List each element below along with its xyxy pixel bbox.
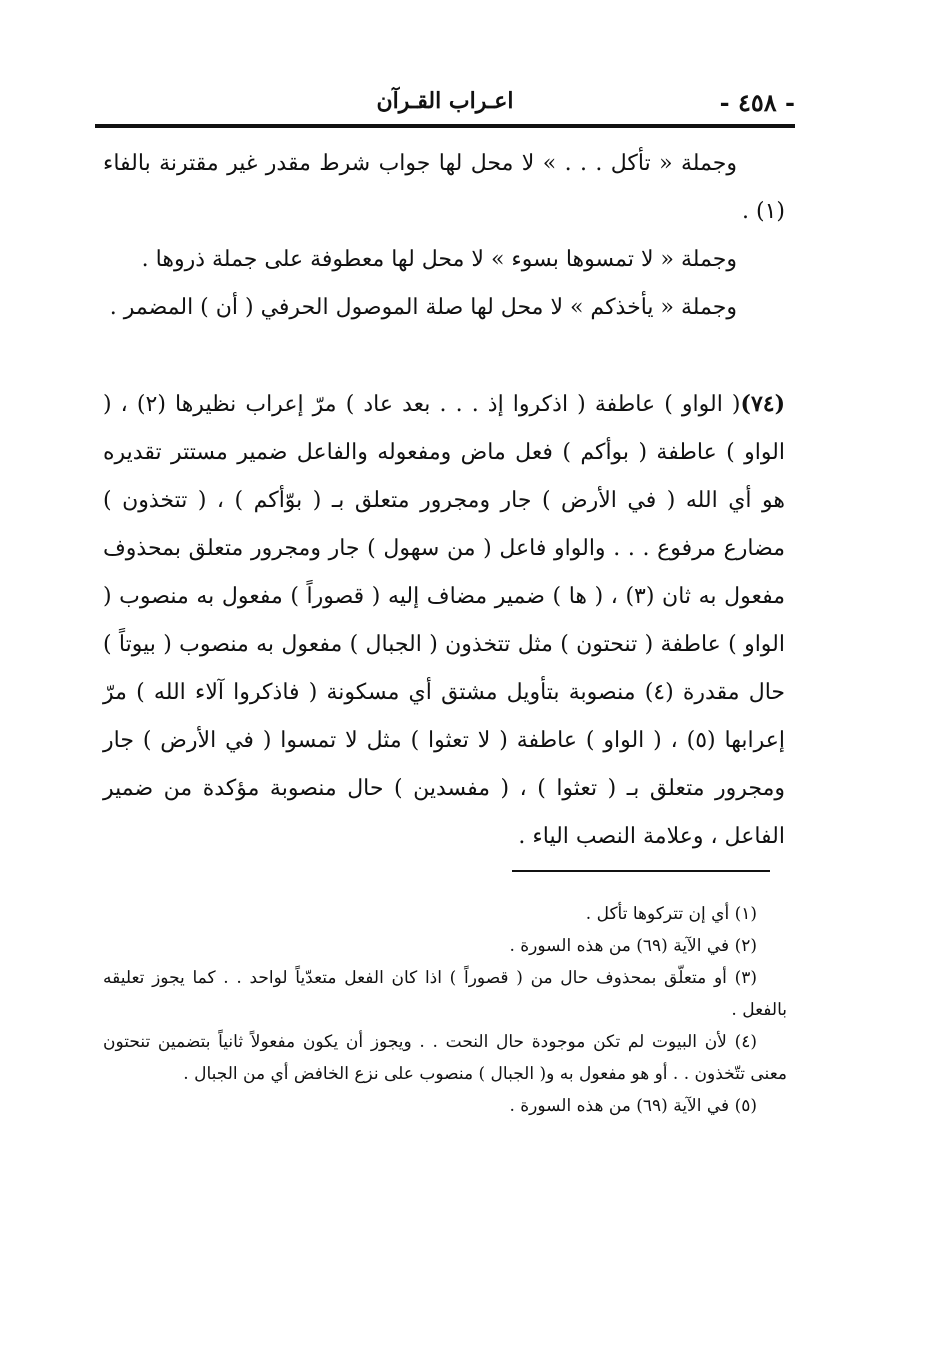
paragraph-3: وجملة « يأخذكم » لا محل لها صلة الموصول الحرفي ( أن ) المضمر .	[109, 295, 737, 320]
paragraph-1: وجملة « تأكل . . . » لا محل لها جواب شرط مقدر غير مقترنة بالفاء (١) .	[103, 151, 785, 224]
footnote-3: (٣) أو متعلّق بمحذوف حال من ( قصوراً ) اذا كان الفعل متعدّياً لواحد . . كما يجوز تعليقه بالفعل .	[103, 968, 787, 1020]
main-text	[103, 140, 785, 861]
paragraph-verse-74	[103, 380, 785, 861]
verse-number: (٧٤)	[740, 391, 785, 417]
footnote-2: (٢) في الآية (٦٩) من هذه السورة .	[509, 936, 757, 956]
header-rule	[95, 124, 795, 128]
page-header	[95, 82, 795, 122]
running-title: اعـراب القـرآن	[376, 88, 514, 114]
page-number: - ٤٥٨ -	[719, 88, 795, 117]
footnote-4: (٤) لأن البيوت لم تكن موجودة حال النحت . . ويجوز أن يكون مفعولاً ثانياً بتضمين تنحتون معنى تتّخذون . . أو هو مفعول به و( الجبال ) منصوب على نزع الخافض أي من الجبال .	[103, 1032, 787, 1084]
footnote-separator	[512, 870, 770, 872]
paragraph-4-text: ( الواو ) عاطفة ( اذكروا إذ . . . بعد عاد ) مرّ إعراب نظيرها (٢) ، ( الواو ) عاطفة ( بوأكم ) فعل ماض ومفعوله والفاعل ضمير مستتر تقديره هو أي الله ( في الأرض ) جار ومجرور متعلق بـ ( بوّأكم ) ، ( تتخذون ) مضارع مرفوع . . . والواو فاعل ( من سهول ) جار ومجرور متعلق بمحذوف مفعول به ثان (٣) ، ( ها ) ضمير مضاف إليه ( قصوراً ) مفعول به منصوب ( الواو ) عاطفة ( تنحتون ) مثل تتخذون ( الجبال ) مفعول به منصوب ( بيوتاً ) حال مقدرة (٤) منصوبة بتأويل مشتق أي مسكونة ( فاذكروا آلاء الله ) مرّ إعرابها (٥) ، ( الواو ) عاطفة ( لا تعثوا ) مثل لا تمسوا ( في الأرض ) جار ومجرور متعلق بـ ( تعثوا ) ، ( مفسدين ) حال منصوبة مؤكدة من ضمير الفاعل ، وعلامة النصب الياء .	[103, 392, 786, 849]
footnotes	[103, 898, 787, 1122]
footnote-1: (١) أي إن تتركوها تأكل .	[585, 904, 757, 924]
paragraph-2: وجملة « لا تمسوها بسوء » لا محل لها معطوفة على جملة ذروها .	[141, 247, 737, 272]
footnote-5: (٥) في الآية (٦٩) من هذه السورة .	[509, 1096, 757, 1116]
